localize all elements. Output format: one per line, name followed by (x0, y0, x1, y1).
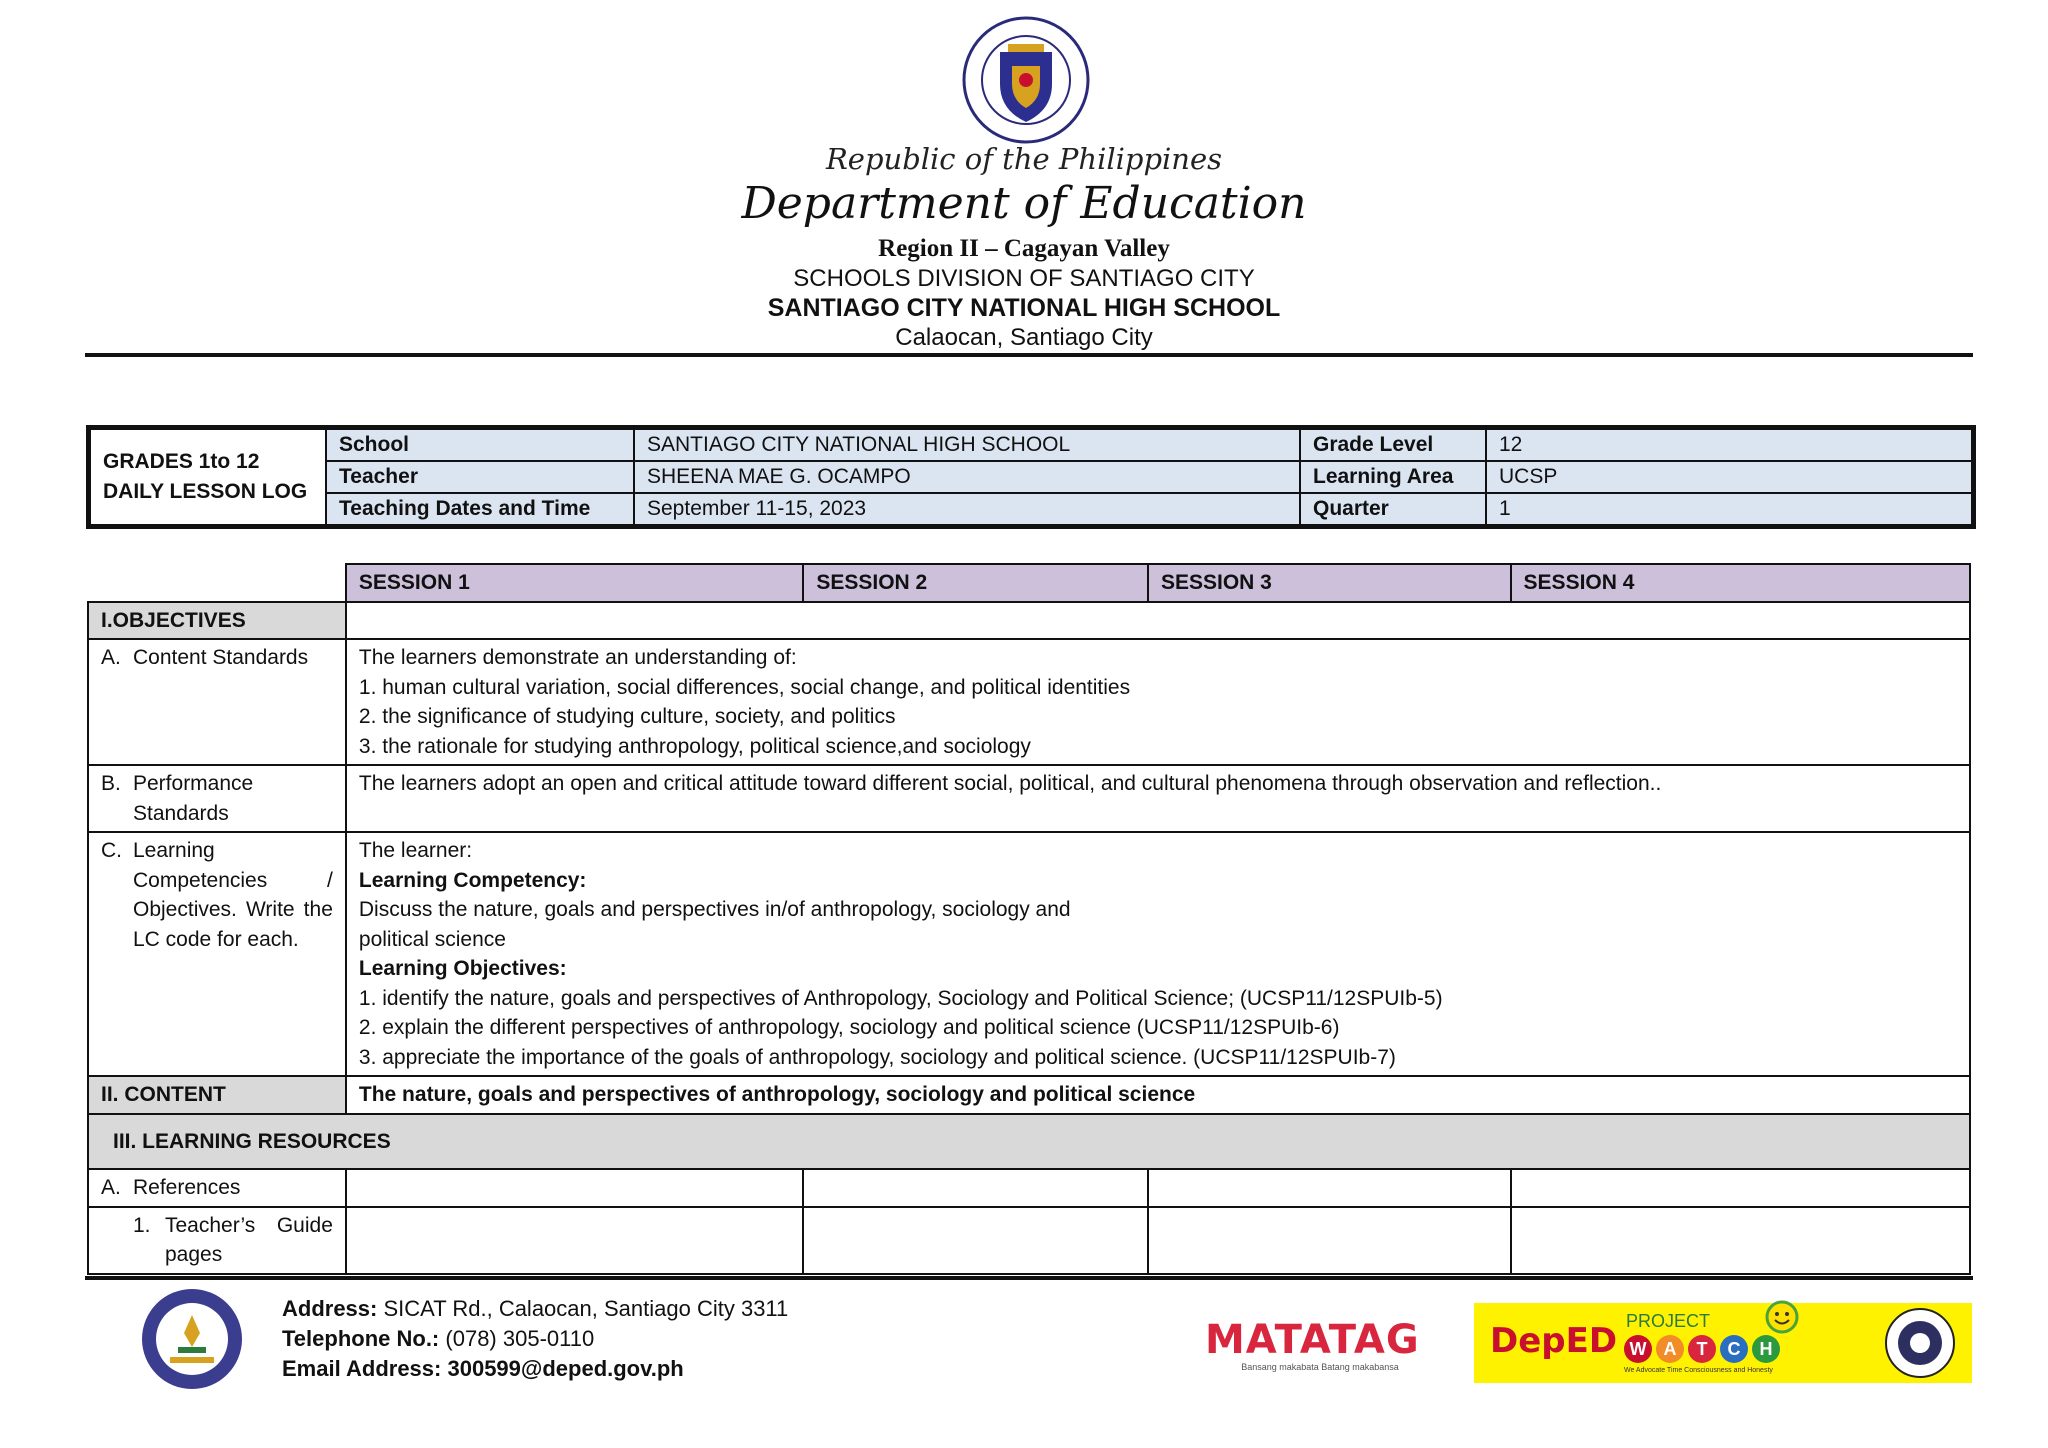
learning-area-label: Learning Area (1300, 461, 1486, 493)
references-cell (803, 1169, 1148, 1207)
session-1-header: SESSION 1 (346, 564, 803, 602)
objectives-heading: I.OBJECTIVES (88, 602, 346, 640)
references-row (88, 1169, 1970, 1207)
matatag-tagline: Bansang makabata Batang makabansa (1241, 1362, 1399, 1372)
content-standards-label (88, 639, 346, 765)
grade-level-value: 12 (1486, 428, 1974, 462)
watch-letter: A (1656, 1335, 1684, 1363)
learner-intro: The learner: (358, 839, 473, 862)
address-value: SICAT Rd., Calaocan, Santiago City 3311 (383, 1296, 789, 1321)
watch-tagline: We Advocate Time Consciousness and Honesty (1624, 1367, 1773, 1374)
lesson-log-info-table (86, 425, 1976, 529)
teachers-guide-label-text: Teacher’s Guide pages (165, 1213, 333, 1266)
learning-objective: 3. appreciate the importance of the goals of anthropology, sociology and political science. (UCSP11/12SPUIb-7) (358, 1045, 1396, 1069)
learning-competencies-num: C. (101, 839, 122, 862)
content-standards-row (88, 639, 1970, 765)
teachers-guide-cell (1148, 1207, 1511, 1274)
school-seal-logo (140, 1287, 244, 1391)
watch-letter: W (1624, 1335, 1652, 1363)
quarter-value: 1 (1486, 493, 1974, 527)
republic-line: Republic of the Philippines (825, 142, 1223, 176)
teaching-dates-label: Teaching Dates and Time (326, 493, 634, 527)
teacher-value: SHEENA MAE G. OCAMPO (634, 461, 1300, 493)
matatag-logo (1205, 1318, 1435, 1378)
content-text: The nature, goals and perspectives of anthropology, sociology and political science (346, 1076, 1970, 1114)
quarter-label: Quarter (1300, 493, 1486, 527)
header-divider (85, 353, 1973, 357)
learning-area-value: UCSP (1486, 461, 1974, 493)
session-4-header: SESSION 4 (1511, 564, 1970, 602)
content-label: II. CONTENT (88, 1076, 346, 1114)
teachers-guide-cell (803, 1207, 1148, 1274)
objectives-blank (346, 602, 1970, 640)
content-standards-label-text: Content Standards (133, 646, 309, 669)
teacher-label: Teacher (326, 461, 634, 493)
phone-value: (078) 305-0110 (445, 1326, 595, 1351)
competency-line: political science (358, 927, 506, 951)
email-value: 300599@deped.gov.ph (447, 1356, 684, 1381)
session-header-row (88, 564, 1970, 602)
competency-heading: Learning Competency: (358, 868, 587, 892)
corner-cell (88, 564, 346, 602)
deped-watch-banner (1474, 1303, 1972, 1383)
learning-objective: 2. explain the different perspectives of anthropology, sociology and political science (UCSP11/12SPUIb-6) (358, 1016, 1340, 1039)
school-location: Calaocan, Santiago City (895, 324, 1153, 351)
teachers-guide-row (88, 1207, 1970, 1274)
division-line: SCHOOLS DIVISION OF SANTIAGO CITY (793, 265, 1255, 292)
deped-wordmark: DepED (1490, 1321, 1618, 1361)
teachers-guide-cell (346, 1207, 803, 1274)
address-label: Address: (282, 1296, 378, 1321)
teachers-guide-num: 1. (133, 1213, 151, 1237)
learning-competencies-row (88, 832, 1970, 1076)
session-2-header: SESSION 2 (803, 564, 1148, 602)
grade-level-label: Grade Level (1300, 428, 1486, 462)
performance-standards-label-text: Performance Standards (133, 772, 254, 825)
dll-title-line1: GRADES 1to 12 (103, 450, 260, 473)
division-seal-logo (1884, 1307, 1956, 1384)
email-label: Email Address: (282, 1356, 442, 1381)
learning-resources-row (88, 1114, 1970, 1170)
references-cell (346, 1169, 803, 1207)
watch-letters (1624, 1335, 1780, 1363)
watch-letter: C (1720, 1335, 1748, 1363)
references-label (88, 1169, 346, 1207)
footer-divider (85, 1276, 1973, 1280)
dll-title-line2: DAILY LESSON LOG (103, 480, 308, 503)
references-cell (1148, 1169, 1511, 1207)
school-value: SANTIAGO CITY NATIONAL HIGH SCHOOL (634, 428, 1300, 462)
learning-competencies-text (346, 832, 1970, 1076)
references-label-text: References (133, 1176, 241, 1199)
objectives-subheading: Learning Objectives: (358, 957, 567, 980)
lesson-log-table (87, 563, 1971, 1275)
performance-standards-text: The learners adopt an open and critical attitude toward different social, political, and cultural phenomena through observation and reflection.. (346, 765, 1970, 832)
deped-seal (960, 14, 1092, 146)
learning-objective: 1. identify the nature, goals and perspectives of Anthropology, Sociology and Political Science; (UCSP11/12SPUIb-5) (358, 986, 1443, 1010)
competency-line: Discuss the nature, goals and perspectives in/of anthropology, sociology and (358, 898, 1071, 921)
content-standards-item: 3. the rationale for studying anthropology, political science,and sociology (358, 734, 1031, 758)
content-standards-item: 1. human cultural variation, social differences, social change, and political identities (358, 675, 1131, 699)
phone-label: Telephone No.: (282, 1326, 440, 1351)
learning-competencies-label (88, 832, 346, 1076)
watch-letter: T (1688, 1335, 1716, 1363)
phone-line (282, 1324, 788, 1354)
teachers-guide-label (88, 1207, 346, 1274)
content-standards-num: A. (101, 646, 121, 669)
content-standards-intro: The learners demonstrate an understanding of: (358, 646, 797, 669)
performance-standards-num: B. (101, 772, 121, 795)
school-name: SANTIAGO CITY NATIONAL HIGH SCHOOL (767, 294, 1281, 322)
footer-contact (282, 1294, 788, 1384)
references-num: A. (101, 1176, 121, 1199)
content-row (88, 1076, 1970, 1114)
performance-standards-row (88, 765, 1970, 832)
learning-resources-heading: III. LEARNING RESOURCES (88, 1114, 1970, 1170)
matatag-wordmark: MATATAG (1205, 1317, 1420, 1363)
department-line: Department of Education (741, 178, 1307, 229)
learning-competencies-label-text: Learning Competencies / Objectives. Write the LC code for each. (133, 839, 333, 951)
project-label: PROJECT (1626, 1311, 1711, 1331)
school-label: School (326, 428, 634, 462)
content-standards-item: 2. the significance of studying culture, society, and politics (358, 705, 896, 728)
performance-standards-label (88, 765, 346, 832)
content-standards-text (346, 639, 1970, 765)
session-3-header: SESSION 3 (1148, 564, 1511, 602)
address-line (282, 1294, 788, 1324)
region-line: Region II – Cagayan Valley (878, 235, 1170, 262)
objectives-row (88, 602, 1970, 640)
dll-title (89, 428, 327, 527)
references-cell (1511, 1169, 1970, 1207)
teachers-guide-cell (1511, 1207, 1970, 1274)
smiley-icon (1764, 1299, 1800, 1340)
teaching-dates-value: September 11-15, 2023 (634, 493, 1300, 527)
email-line (282, 1354, 788, 1384)
watch-letter: H (1752, 1335, 1780, 1363)
